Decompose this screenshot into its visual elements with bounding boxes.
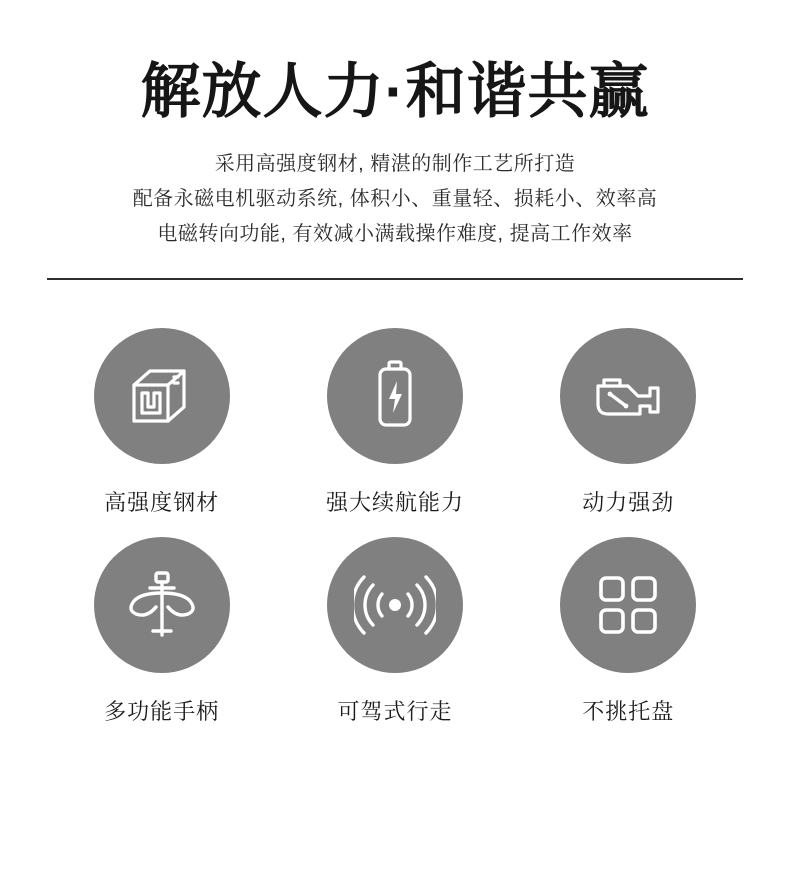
feature-label: 高强度钢材 [104, 490, 220, 516]
subtitle-line-1: 采用高强度钢材, 精湛的制作工艺所打造 [214, 153, 576, 176]
page-title: 解放人力·和谐共赢 [140, 58, 650, 125]
feature-item [295, 537, 495, 726]
feature-grid [45, 280, 745, 726]
feature-item [62, 537, 262, 726]
section-divider [47, 278, 743, 280]
icon-circle [94, 328, 230, 464]
icon-circle [560, 537, 696, 673]
subtitle-block [0, 125, 790, 252]
battery-icon [371, 359, 419, 433]
feature-item [528, 328, 728, 517]
feature-label: 不挑托盘 [582, 699, 675, 725]
multifunction-handle-icon [123, 569, 201, 641]
subtitle-line-3: 电磁转向功能, 有效减小满载操作难度, 提高工作效率 [157, 223, 633, 246]
icon-circle [327, 328, 463, 464]
pallet-grid-icon [597, 574, 659, 636]
icon-circle [560, 328, 696, 464]
feature-item [62, 328, 262, 517]
icon-circle [94, 537, 230, 673]
divider-wrap [0, 252, 790, 280]
feature-label: 动力强劲 [582, 490, 675, 516]
feature-label: 多功能手柄 [104, 699, 220, 725]
steel-beam-icon [126, 363, 198, 429]
icon-circle [327, 537, 463, 673]
feature-item [528, 537, 728, 726]
subtitle-line-2: 配备永磁电机驱动系统, 体积小、重量轻、损耗小、效率高 [132, 188, 658, 211]
signal-waves-icon [354, 574, 436, 636]
feature-label: 可驾式行走 [337, 699, 453, 725]
feature-label: 强大续航能力 [325, 490, 464, 516]
feature-item [295, 328, 495, 517]
engine-icon [590, 366, 666, 426]
